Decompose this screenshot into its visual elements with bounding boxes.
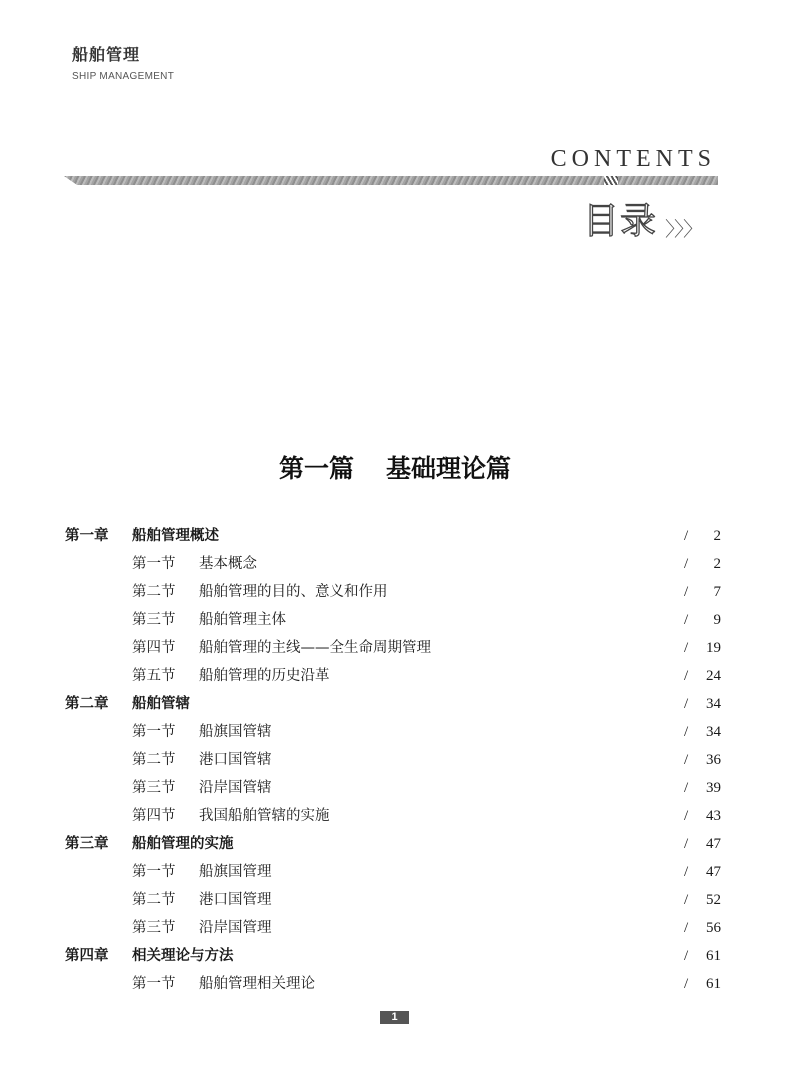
- page-separator: /: [684, 892, 689, 908]
- section-title: 沿岸国管理: [199, 920, 272, 936]
- toc-section-row[interactable]: [0, 718, 790, 746]
- chapter-number: 第三章: [65, 836, 109, 852]
- page-separator: /: [684, 556, 689, 572]
- part-title: [0, 449, 790, 485]
- page-ref: 61: [706, 948, 721, 964]
- section-number: 第二节: [132, 892, 176, 908]
- page-ref: 36: [706, 752, 721, 768]
- section-number: 第三节: [132, 780, 176, 796]
- contents-heading: CONTENTS: [550, 146, 716, 172]
- toc-section-row[interactable]: [0, 858, 790, 886]
- page-separator: /: [684, 864, 689, 880]
- toc-section-row[interactable]: [0, 802, 790, 830]
- chapter-title: 相关理论与方法: [132, 948, 234, 964]
- book-title-en: SHIP MANAGEMENT: [72, 71, 175, 82]
- page-ref: 43: [706, 808, 721, 824]
- section-number: 第二节: [132, 584, 176, 600]
- section-number: 第三节: [132, 920, 176, 936]
- page-ref: 2: [713, 528, 721, 544]
- toc-section-row[interactable]: [0, 746, 790, 774]
- section-number: 第四节: [132, 640, 176, 656]
- section-title: 船舶管理的历史沿革: [199, 668, 330, 684]
- decorative-band-notch: [604, 176, 618, 185]
- chapter-number: 第二章: [65, 696, 109, 712]
- toc-section-row[interactable]: [0, 578, 790, 606]
- page-ref: 19: [706, 640, 721, 656]
- chapter-number: 第一章: [65, 528, 109, 544]
- page-separator: /: [684, 668, 689, 684]
- section-number: 第一节: [132, 864, 176, 880]
- page-separator: /: [684, 640, 689, 656]
- section-number: 第一节: [132, 556, 176, 572]
- page-ref: 47: [706, 864, 721, 880]
- page-separator: /: [684, 696, 689, 712]
- page-separator: /: [684, 584, 689, 600]
- section-title: 船旗国管辖: [199, 724, 272, 740]
- mulu-title: 目录: [582, 201, 657, 242]
- section-title: 船旗国管理: [199, 864, 272, 880]
- decorative-band: [64, 176, 718, 185]
- page-separator: /: [684, 724, 689, 740]
- section-title: 基本概念: [199, 556, 257, 572]
- page-ref: 61: [706, 976, 721, 992]
- section-title: 沿岸国管辖: [199, 780, 272, 796]
- page-separator: /: [684, 752, 689, 768]
- page-ref: 39: [706, 780, 721, 796]
- chapter-title: 船舶管理的实施: [132, 836, 234, 852]
- toc-chapter-row[interactable]: [0, 522, 790, 550]
- page-ref: 7: [713, 584, 721, 600]
- section-number: 第四节: [132, 808, 176, 824]
- page-ref: 34: [706, 696, 721, 712]
- page-separator: /: [684, 836, 689, 852]
- page-separator: /: [684, 948, 689, 964]
- chevrons-icon: 〉〉〉: [665, 217, 702, 241]
- page-separator: /: [684, 780, 689, 796]
- chapter-title: 船舶管理概述: [132, 528, 219, 544]
- toc-section-row[interactable]: [0, 886, 790, 914]
- table-of-contents: [0, 522, 790, 998]
- page-ref: 9: [713, 612, 721, 628]
- page-number: 1: [380, 1011, 409, 1024]
- page-separator: /: [684, 976, 689, 992]
- section-title: 港口国管辖: [199, 752, 272, 768]
- page-separator: /: [684, 808, 689, 824]
- page-ref: 47: [706, 836, 721, 852]
- toc-section-row[interactable]: [0, 606, 790, 634]
- part-name: 基础理论篇: [386, 454, 512, 483]
- toc-section-row[interactable]: [0, 970, 790, 998]
- running-head: [72, 42, 174, 82]
- section-title: 船舶管理的目的、意义和作用: [199, 584, 388, 600]
- chapter-title: 船舶管辖: [132, 696, 190, 712]
- section-number: 第一节: [132, 976, 176, 992]
- toc-section-row[interactable]: [0, 634, 790, 662]
- page-ref: 34: [706, 724, 721, 740]
- page-separator: /: [684, 528, 689, 544]
- toc-section-row[interactable]: [0, 662, 790, 690]
- book-title-cn: 船舶管理: [72, 45, 141, 64]
- page-ref: 24: [706, 668, 721, 684]
- section-number: 第二节: [132, 752, 176, 768]
- toc-chapter-row[interactable]: [0, 942, 790, 970]
- page-ref: 52: [706, 892, 721, 908]
- toc-section-row[interactable]: [0, 550, 790, 578]
- section-number: 第一节: [132, 724, 176, 740]
- toc-section-row[interactable]: [0, 774, 790, 802]
- section-number: 第三节: [132, 612, 176, 628]
- page-ref: 56: [706, 920, 721, 936]
- section-number: 第五节: [132, 668, 176, 684]
- toc-section-row[interactable]: [0, 914, 790, 942]
- chapter-number: 第四章: [65, 948, 109, 964]
- section-title: 船舶管理相关理论: [199, 976, 315, 992]
- section-title: 船舶管理主体: [199, 612, 286, 628]
- part-label: 第一篇: [278, 454, 354, 483]
- toc-chapter-row[interactable]: [0, 830, 790, 858]
- toc-chapter-row[interactable]: [0, 690, 790, 718]
- page-separator: /: [684, 612, 689, 628]
- section-title: 我国船舶管辖的实施: [199, 808, 330, 824]
- mulu-heading: [583, 200, 702, 244]
- page-separator: /: [684, 920, 689, 936]
- page-ref: 2: [713, 556, 721, 572]
- section-title: 港口国管理: [199, 892, 272, 908]
- section-title: 船舶管理的主线——全生命周期管理: [199, 640, 431, 656]
